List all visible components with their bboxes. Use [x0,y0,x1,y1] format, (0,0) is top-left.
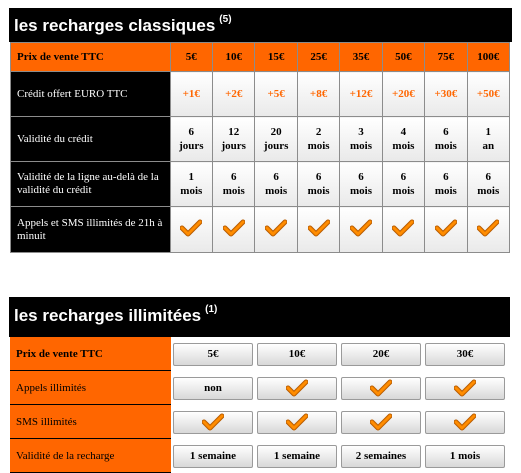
value-unit: mois [307,140,330,152]
value-cell [171,439,255,473]
value-number: 1 [485,126,492,138]
row-label-text: Validité du crédit [17,132,93,145]
table-row [11,162,510,207]
value-cell [340,117,382,162]
value-cell [339,371,423,405]
value-number: 4 [400,126,407,138]
value-cell [297,207,339,253]
table-row [11,207,510,253]
classiques-note: (5) [219,14,232,26]
table-row [10,371,507,405]
row-label-text: Appels illimités [16,381,86,394]
value-box [173,377,253,400]
price-cell [340,43,382,72]
table-row [11,117,510,162]
credit-value: +1€ [182,88,200,100]
checkmark-icon [370,413,392,431]
illimitees-header [9,297,510,337]
value-box [425,377,505,400]
credit-value: +30€ [434,88,458,100]
price-cell [255,337,339,371]
price-value: 75€ [437,51,455,63]
value-cell [170,72,212,117]
value-unit: mois [349,140,372,152]
value-number: 6 [315,171,322,183]
value-cell [340,207,382,253]
price-cell [297,43,339,72]
credit-value: +12€ [349,88,373,100]
price-box [257,343,337,366]
checkmark-icon [265,219,287,237]
checkmark-icon [350,219,372,237]
value-box [257,445,337,468]
value-text: 1 semaine [273,450,321,462]
value-text: non [204,382,222,394]
value-cell [467,207,509,253]
checkmark-icon [477,219,499,237]
row-label-text: SMS illimités [16,415,77,428]
value-unit: mois [265,185,288,197]
value-number: 6 [358,171,364,183]
row-label-text: Validité de la recharge [16,449,115,462]
header-label [11,43,171,72]
value-cell [425,117,467,162]
row-label-text: Crédit offert EURO TTC [17,87,128,100]
table-row [10,439,507,473]
header-label [10,337,171,371]
value-number: 6 [485,171,492,183]
value-unit: jours [179,140,204,152]
value-cell [339,439,423,473]
value-box [257,377,337,400]
value-number: 6 [443,126,449,138]
price-box [341,343,421,366]
credit-value: +20€ [392,88,415,100]
value-unit: jours [263,140,289,152]
header-label-text: Prix de vente TTC [17,51,104,63]
row-label [11,162,171,207]
value-cell [213,207,255,253]
value-cell [425,207,467,253]
value-box [173,445,253,468]
value-cell [382,72,424,117]
price-value: 35€ [352,51,370,63]
classiques-table [10,42,510,253]
value-cell [171,405,255,439]
price-value: 5€ [185,51,197,63]
row-label [11,72,171,117]
value-cell [255,439,339,473]
price-cell [170,43,212,72]
value-number: 20 [270,126,282,138]
value-unit: mois [434,185,457,197]
value-box [341,377,421,400]
checkmark-icon [223,219,245,237]
value-number: 1 [188,171,195,183]
price-value: 20€ [372,348,390,360]
value-cell [255,207,297,253]
value-cell [382,117,424,162]
value-cell [382,162,424,207]
value-cell [423,405,507,439]
price-box [173,343,253,366]
illimitees-note: (1) [205,304,218,316]
checkmark-icon [370,379,392,397]
checkmark-icon [180,219,202,237]
value-cell [297,162,339,207]
value-unit: an [482,140,495,152]
value-cell [170,207,212,253]
illimitees-title: les recharges illimitées [14,306,202,325]
credit-value: +8€ [309,88,328,100]
value-unit: mois [434,140,457,152]
illimitees-table [10,337,507,473]
value-box [257,411,337,434]
price-cell [467,43,509,72]
value-number: 6 [443,171,449,183]
classiques-header [9,8,512,42]
value-box [341,445,421,468]
value-cell [467,72,509,117]
value-cell [423,439,507,473]
checkmark-icon [308,219,330,237]
price-cell [425,43,467,72]
price-cell [423,337,507,371]
price-cell [213,43,255,72]
row-label [11,207,171,253]
table-row [11,72,510,117]
checkmark-icon [286,379,308,397]
value-number: 6 [273,171,279,183]
value-unit: mois [392,185,415,197]
price-value: 25€ [310,51,327,63]
price-cell [255,43,297,72]
credit-value: +50€ [476,88,500,100]
row-label-text: Validité de la ligne au-delà de la validité du crédit [17,171,159,196]
value-box [425,411,505,434]
value-cell [255,72,297,117]
value-number: 12 [228,126,240,138]
price-cell [339,337,423,371]
value-unit: mois [180,185,203,197]
value-unit: mois [392,140,415,152]
value-number: 6 [230,171,237,183]
value-box [173,411,253,434]
value-cell [467,162,509,207]
header-label-text: Prix de vente TTC [16,347,103,360]
value-cell [171,371,255,405]
value-cell [425,72,467,117]
value-cell [255,162,297,207]
row-label [11,117,171,162]
value-text: 1 semaine [189,450,237,462]
value-text: 2 semaines [355,450,407,462]
value-cell [170,117,212,162]
checkmark-icon [392,219,414,237]
price-value: 15€ [267,51,285,63]
price-value: 10€ [225,51,242,63]
value-box [425,445,505,468]
value-cell [425,162,467,207]
checkmark-icon [286,413,308,431]
price-value: 30€ [456,348,474,360]
checkmark-icon [202,413,224,431]
row-label-text: Appels et SMS illimités de 21h à minuit [17,216,163,242]
value-cell [255,371,339,405]
value-cell [340,162,382,207]
value-unit: jours [221,140,246,152]
value-cell [255,405,339,439]
value-cell [255,117,297,162]
illimitees-header-row [10,337,507,371]
value-cell [423,371,507,405]
value-unit: mois [307,185,330,197]
value-unit: mois [349,185,372,197]
price-value: 10€ [288,348,306,360]
value-cell [213,117,255,162]
value-number: 6 [400,171,407,183]
value-cell [340,72,382,117]
credit-value: +5€ [267,88,285,100]
price-value: 100€ [477,51,500,63]
value-cell [382,207,424,253]
classiques-header-row [11,43,510,72]
value-box [341,411,421,434]
price-value: 5€ [207,348,219,360]
credit-value: +2€ [225,88,243,100]
checkmark-icon [454,413,476,431]
price-value: 50€ [395,51,412,63]
table-row [10,405,507,439]
checkmark-icon [454,379,476,397]
value-cell [339,405,423,439]
row-label [10,439,171,473]
value-number: 2 [315,126,322,138]
value-number: 6 [188,126,195,138]
value-cell [467,117,509,162]
checkmark-icon [435,219,457,237]
classiques-title: les recharges classiques [14,16,216,35]
value-text: 1 mois [449,450,481,462]
value-cell [297,72,339,117]
value-cell [213,72,255,117]
value-unit: mois [222,185,245,197]
value-number: 3 [358,126,364,138]
price-box [425,343,505,366]
price-cell [171,337,255,371]
value-cell [170,162,212,207]
price-cell [382,43,424,72]
value-cell [213,162,255,207]
value-cell [297,117,339,162]
row-label [10,371,171,405]
row-label [10,405,171,439]
value-unit: mois [477,185,500,197]
